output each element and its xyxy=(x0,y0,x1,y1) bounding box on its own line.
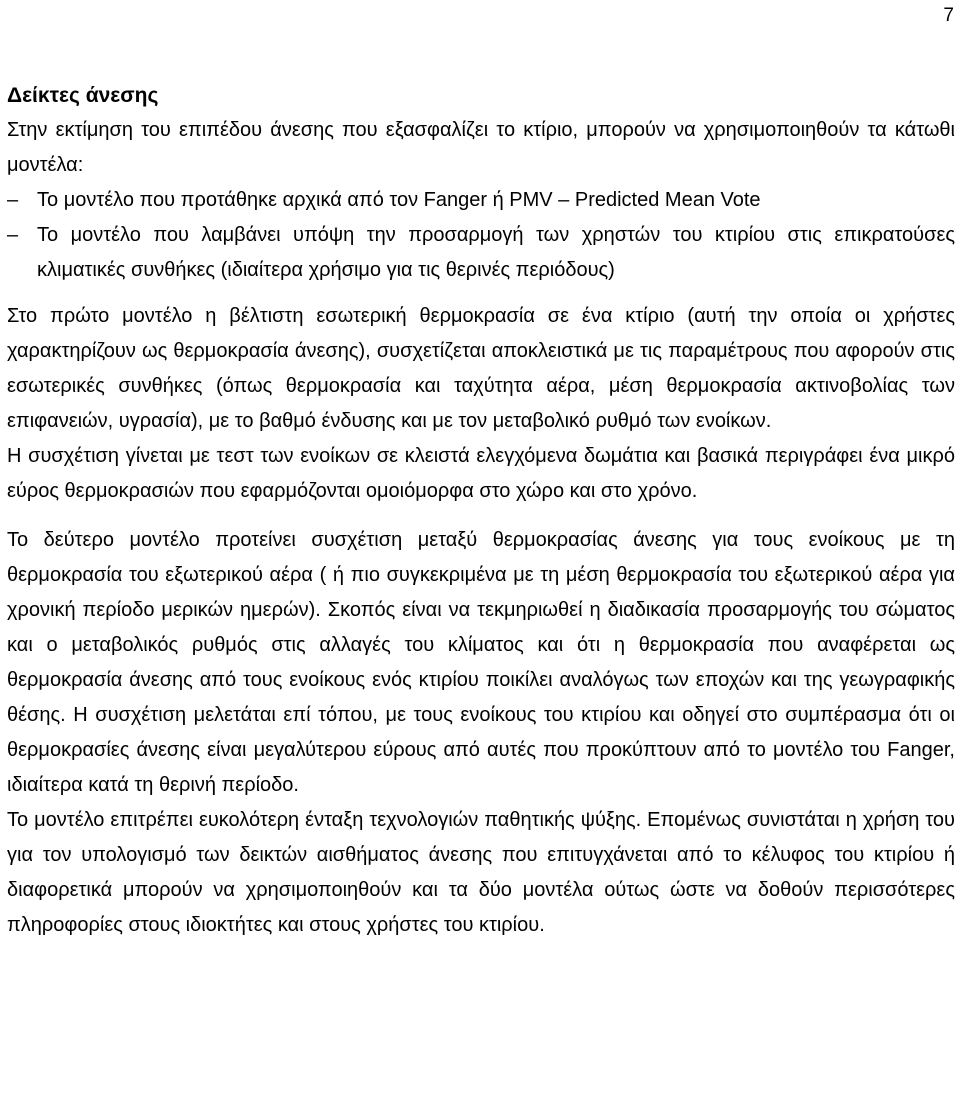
paragraph-first-model: Στο πρώτο μοντέλο η βέλτιστη εσωτερική θερμοκρασία σε ένα κτίριο (αυτή την οποία οι χρήστες χαρακτηρίζουν ως θερμοκρασία άνεσης), συσχετίζεται αποκλειστικά με τις παραμέτρους που αφορούν στις εσωτερικές συνθήκες (όπως θερμοκρασία και ταχύτητα αέρα, μέση θερμοκρασία ακτινοβολίας των επιφανειών, υγρασία), με το βαθμό ένδυσης και με τον μεταβολικό ρυθμό των ενοίκων. xyxy=(7,305,955,432)
list-item-text: Το μοντέλο που λαμβάνει υπόψη την προσαρμογή των χρηστών του κτιρίου στις επικρατούσες κλιματικές συνθήκες (ιδιαίτερα χρήσιμο για τις θερινές περιόδους) xyxy=(37,224,955,281)
intro-paragraph: Στην εκτίμηση του επιπέδου άνεσης που εξασφαλίζει το κτίριο, μπορούν να χρησιμοποιηθούν τα κάτωθι μοντέλα: xyxy=(7,119,955,176)
paragraph-second-model: Το δεύτερο μοντέλο προτείνει συσχέτιση μεταξύ θερμοκρασίας άνεσης για τους ενοίκους με τη θερμοκρασία του εξωτερικού αέρα ( ή πιο συγκεκριμένα με τη μέση θερμοκρασία του εξωτερικού αέρα για χρονική περίοδο μερικών ημερών). Σκοπός είναι να τεκμηριωθεί η διαδικασία προσαρμογής του σώματος και ο μεταβολικός ρυθμός στις αλλαγές του κλίματος και ότι η θερμοκρασία που αναφέρεται ως θερμοκρασία άνεσης από τους ενοίκους ενός κτιρίου ποικίλει αναλόγως των εποχών και της γεωγραφικής θέσης. Η συσχέτιση μελετάται επί τόπου, με τους ενοίκους του κτιρίου και οδηγεί στο συμπέρασμα ότι οι θερμοκρασίες άνεσης είναι μεγαλύτερου εύρους από αυτές που προκύπτουν από το μοντέλο του Fanger, ιδιαίτερα κατά τη θερινή περίοδο. xyxy=(7,529,955,796)
dash-bullet-icon: – xyxy=(7,224,19,246)
list-item xyxy=(7,218,955,288)
paragraph-correlation: Η συσχέτιση γίνεται με τεστ των ενοίκων σε κλειστά ελεγχόμενα δωμάτια και βασικά περιγράφει ένα μικρό εύρος θερμοκρασιών που εφαρμόζονται ομοιόμορφα στο χώρο και στο χρόνο. xyxy=(7,445,955,502)
dash-bullet-icon: – xyxy=(7,189,19,211)
list-item xyxy=(7,183,955,218)
document-body xyxy=(7,78,955,943)
section-heading: Δείκτες άνεσης xyxy=(7,84,159,107)
model-list xyxy=(7,183,955,288)
page-number: 7 xyxy=(943,5,954,26)
list-item-text: Το μοντέλο που προτάθηκε αρχικά από τον Fanger ή PMV – Predicted Mean Vote xyxy=(37,189,761,211)
paragraph-recommendation: Το μοντέλο επιτρέπει ευκολότερη ένταξη τεχνολογιών παθητικής ψύξης. Επομένως συνιστάται η χρήση του για τον υπολογισμό των δεικτών αισθήματος άνεσης που επιτυγχάνεται από το κέλυφος του κτιρίου ή διαφορετικά μπορούν να χρησιμοποιηθούν και τα δύο μοντέλα ούτως ώστε να δοθούν περισσότερες πληροφορίες στους ιδιοκτήτες και στους χρήστες του κτιρίου. xyxy=(7,809,955,936)
